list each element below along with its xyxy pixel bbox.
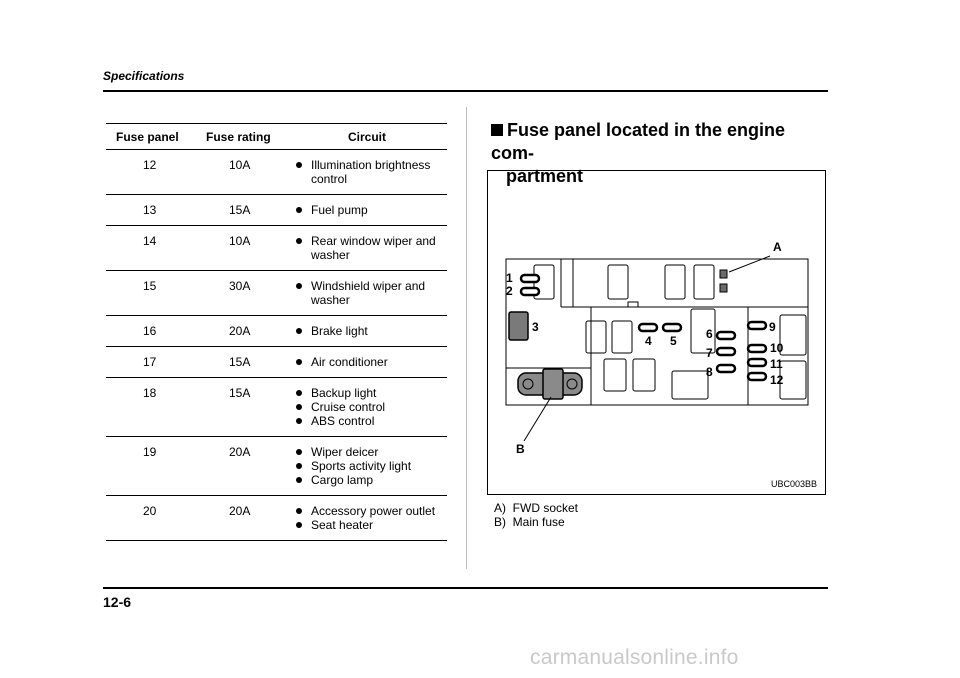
circuit-item: Wiper deicer bbox=[293, 445, 447, 459]
fuse-number-1: 1 bbox=[506, 271, 513, 285]
fuse-number-5: 5 bbox=[670, 334, 677, 348]
circuit-cell bbox=[293, 271, 447, 315]
fuse-number-10: 10 bbox=[770, 341, 784, 355]
footer-rule bbox=[103, 587, 828, 589]
column-divider bbox=[466, 107, 467, 569]
circuit-item: Brake light bbox=[293, 324, 447, 338]
fwd-socket bbox=[720, 270, 727, 292]
fuse-panel-cell: 14 bbox=[143, 234, 157, 248]
fuse-rating-cell: 30A bbox=[229, 279, 251, 293]
circuit-cell bbox=[293, 195, 447, 225]
fuse-rating-cell: 10A bbox=[229, 158, 251, 172]
table-row bbox=[106, 195, 447, 226]
mini-fuses bbox=[521, 275, 766, 380]
callout-a-label: A bbox=[773, 240, 782, 254]
fuse-3-block bbox=[509, 312, 528, 340]
fuse-number-11: 11 bbox=[770, 357, 783, 371]
table-row bbox=[106, 226, 447, 271]
circuit-item: Backup light bbox=[293, 386, 447, 400]
fuse-rating-cell: 15A bbox=[229, 203, 251, 217]
header-fuse-rating: Fuse rating bbox=[206, 130, 271, 144]
section-title-line2: partment bbox=[506, 166, 584, 186]
callout-b-label: B bbox=[516, 442, 525, 456]
circuit-item: Air conditioner bbox=[293, 355, 447, 369]
fuse-rating-cell: 20A bbox=[229, 445, 251, 459]
fuse-panel-cell: 19 bbox=[143, 445, 157, 459]
table-row bbox=[106, 378, 447, 437]
table-row bbox=[106, 496, 447, 541]
legend-item-b bbox=[494, 515, 578, 529]
callout-b-leader bbox=[524, 397, 551, 441]
circuit-item: ABS control bbox=[293, 414, 447, 428]
table-row bbox=[106, 271, 447, 316]
section-square-icon bbox=[491, 124, 503, 136]
circuit-item: Cargo lamp bbox=[293, 473, 447, 487]
fuse-rating-cell: 20A bbox=[229, 324, 251, 338]
legend-item-a bbox=[494, 501, 578, 515]
circuit-cell bbox=[293, 378, 447, 436]
fuse-number-4: 4 bbox=[645, 334, 652, 348]
fuse-panel-cell: 13 bbox=[143, 203, 157, 217]
circuit-cell bbox=[293, 347, 447, 377]
fuse-panel-cell: 17 bbox=[143, 355, 157, 369]
fuse-rating-cell: 15A bbox=[229, 355, 251, 369]
header-rule bbox=[103, 90, 828, 92]
callout-a-leader bbox=[729, 256, 770, 272]
header-fuse-panel: Fuse panel bbox=[116, 130, 179, 144]
circuit-cell bbox=[293, 226, 447, 270]
fuse-panel-diagram bbox=[488, 171, 825, 494]
fuse-panel-figure bbox=[487, 170, 826, 495]
fuse-number-2: 2 bbox=[506, 284, 513, 298]
fuse-rating-cell: 20A bbox=[229, 504, 251, 518]
table-row bbox=[106, 316, 447, 347]
fuse-number-8: 8 bbox=[706, 365, 713, 379]
legend-key-a: A) bbox=[494, 501, 506, 515]
fuse-number-9: 9 bbox=[769, 320, 776, 334]
fuse-table bbox=[106, 123, 447, 541]
circuit-item: Fuel pump bbox=[293, 203, 447, 217]
fuse-number-6: 6 bbox=[706, 327, 713, 341]
circuit-item: Sports activity light bbox=[293, 459, 447, 473]
fuse-rating-cell: 10A bbox=[229, 234, 251, 248]
circuit-item: Rear window wiper and washer bbox=[293, 234, 447, 262]
legend-key-b: B) bbox=[494, 515, 506, 529]
table-row bbox=[106, 150, 447, 195]
header-circuit: Circuit bbox=[348, 130, 387, 144]
fuse-number-12: 12 bbox=[770, 373, 784, 387]
table-body bbox=[106, 150, 447, 541]
circuit-item: Cruise control bbox=[293, 400, 447, 414]
circuit-item: Illumination brightness control bbox=[293, 158, 447, 186]
main-fuse bbox=[518, 369, 582, 399]
watermark: carmanualsonline.info bbox=[530, 646, 739, 669]
circuit-cell bbox=[293, 437, 447, 495]
circuit-item: Seat heater bbox=[293, 518, 447, 532]
table-row bbox=[106, 437, 447, 496]
fuse-panel-cell: 18 bbox=[143, 386, 157, 400]
fuse-panel-cell: 15 bbox=[143, 279, 157, 293]
running-header: Specifications bbox=[103, 69, 185, 83]
fuse-panel-cell: 16 bbox=[143, 324, 157, 338]
fuse-number-7: 7 bbox=[706, 346, 713, 360]
fuse-rating-cell: 15A bbox=[229, 386, 251, 400]
legend-text-b: Main fuse bbox=[512, 515, 565, 529]
circuit-item: Accessory power outlet bbox=[293, 504, 447, 518]
fuse-number-3: 3 bbox=[532, 320, 539, 334]
legend-text-a: FWD socket bbox=[512, 501, 579, 515]
circuit-item: Windshield wiper and washer bbox=[293, 279, 447, 307]
page-number: 12-6 bbox=[103, 594, 132, 610]
figure-code: UBC003BB bbox=[770, 479, 817, 489]
table-row bbox=[106, 347, 447, 378]
fuse-panel-cell: 12 bbox=[143, 158, 157, 172]
circuit-cell bbox=[293, 150, 447, 194]
figure-legend bbox=[494, 501, 578, 529]
circuit-cell bbox=[293, 496, 447, 540]
section-title-line1: Fuse panel located in the engine com- bbox=[491, 120, 786, 163]
table-header bbox=[106, 123, 447, 150]
fuse-panel-cell: 20 bbox=[143, 504, 157, 518]
circuit-cell bbox=[293, 316, 447, 346]
